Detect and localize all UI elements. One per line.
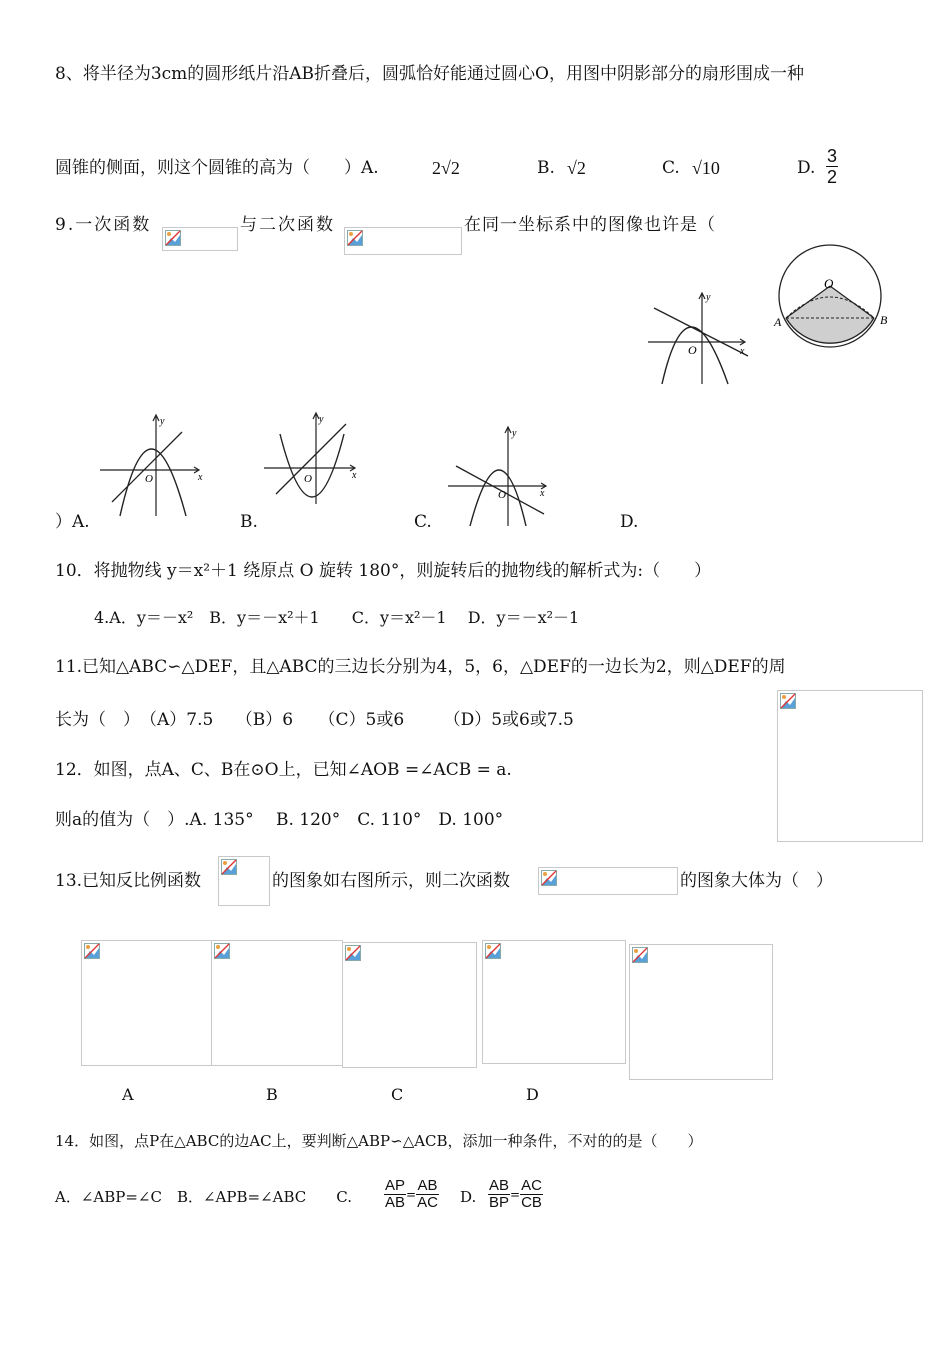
- q12-line1: 12．如图，点A、C、B在⊙O上，已知∠AOB =∠ACB = a.: [55, 760, 512, 780]
- q9-label-c: C.: [414, 512, 432, 532]
- q9-c-x-label: x: [540, 488, 545, 499]
- q9-a-origin-label: O: [145, 473, 153, 485]
- q9-label-b: B.: [240, 512, 258, 532]
- q8-label-a: A: [774, 315, 782, 329]
- q8-circle-figure: [770, 240, 898, 352]
- broken-image-icon: [165, 230, 181, 246]
- broken-image-icon: [541, 870, 557, 886]
- q13-option-a-image: [81, 940, 213, 1066]
- q11-line2: 长为（ ） （A）7.5 （B）6 （C）5或6 （D）5或6或7.5: [55, 710, 574, 730]
- q9-b-origin-label: O: [304, 473, 312, 485]
- broken-image-icon: [780, 693, 796, 709]
- q9-graph-b: [262, 410, 362, 506]
- q13-part2: 的图象如右图所示，则二次函数: [272, 871, 510, 891]
- q9-d-x-label: x: [740, 346, 745, 357]
- broken-image-icon: [347, 230, 363, 246]
- q8-line1: 8、将半径为3cm的圆形纸片沿AB折叠后，圆弧恰好能通过圆心O，用图中阴影部分的扇形围成一种: [55, 64, 804, 84]
- q9-a-y-label: y: [160, 416, 165, 427]
- broken-image-icon: [345, 945, 361, 961]
- q13-label-c: C: [391, 1085, 404, 1104]
- q9-a-x-label: x: [198, 472, 203, 483]
- q14-option-d-label: D.: [460, 1188, 477, 1206]
- q13-inverse-function-image: [218, 856, 270, 906]
- broken-image-icon: [221, 859, 237, 875]
- q14-option-d: $\frac{AB}{BP}$ = $\frac{AC}{CB}$: [489, 1177, 542, 1211]
- q12-figure-image: [777, 690, 923, 842]
- q9-b-x-label: x: [352, 470, 357, 481]
- q13-option-c-image: [342, 942, 477, 1068]
- q8-label-o: O: [824, 276, 834, 291]
- q9-d-origin-label: O: [688, 343, 697, 357]
- q9-c-origin-label: O: [498, 489, 506, 501]
- q13-part3: 的图象大体为（ ）: [680, 871, 833, 891]
- q8-option-d-label: D.: [797, 158, 816, 178]
- q13-label-b: B: [266, 1085, 278, 1104]
- q9-graph-c: [446, 424, 550, 528]
- q9-part2: 与二次函数: [240, 215, 335, 235]
- q10-line1: 10．将抛物线 y＝x²＋1 绕原点 O 旋转 180°，则旋转后的抛物线的解析式为:（ ）: [55, 561, 712, 581]
- q13-part1: 13.已知反比例函数: [55, 871, 202, 891]
- q13-option-d-image: [482, 940, 626, 1064]
- q13-label-d: D: [526, 1085, 539, 1104]
- broken-image-icon: [485, 943, 501, 959]
- q9-graph-d: [648, 290, 754, 386]
- q9-quadratic-function-image: [344, 227, 462, 255]
- q9-b-y-label: y: [319, 414, 324, 425]
- q13-quadratic-image: [538, 867, 678, 895]
- q8-line2: 圆锥的侧面，则这个圆锥的高为（ ）A.: [55, 158, 379, 178]
- q9-part3: 在同一坐标系中的图像也许是（: [464, 215, 716, 235]
- q8-option-a: 2√2: [432, 158, 460, 178]
- q9-graph-a: [98, 412, 210, 518]
- q14-option-c: $\frac{AP}{AB}$ = $\frac{AB}{AC}$: [385, 1177, 438, 1211]
- q8-option-b-label: B.: [537, 158, 555, 178]
- q9-answer-close-a: ）A.: [55, 512, 90, 532]
- q9-label-d: D.: [620, 512, 639, 532]
- q14-options-ab: A．∠ABP=∠C B．∠APB=∠ABC C.: [55, 1188, 352, 1206]
- q9-part1: 9.一次函数: [55, 215, 152, 235]
- q8-option-c: √10: [692, 158, 720, 178]
- broken-image-icon: [214, 943, 230, 959]
- q13-label-a: A: [122, 1085, 134, 1104]
- q10-options: 4.A．y＝－x² B．y＝－x²＋1 C．y＝x²－1 D．y＝－x²－1: [94, 608, 580, 627]
- q13-inverse-graph-image: [629, 944, 773, 1080]
- broken-image-icon: [632, 947, 648, 963]
- q11-line1: 11.已知△ABC∽△DEF，且△ABC的三边长分别为4，5，6，△DEF的一边长为2，则△DEF的周: [55, 657, 786, 677]
- q12-line2: 则a的值为（ ）.A. 135° B. 120° C. 110° D. 100°: [55, 810, 504, 830]
- broken-image-icon: [84, 943, 100, 959]
- q9-d-y-label: y: [706, 292, 711, 303]
- q8-label-b: B: [880, 313, 888, 327]
- q14-line1: 14．如图，点P在△ABC的边AC上，要判断△ABP∽△ACB，添加一种条件，不对的的是（ ）: [55, 1132, 703, 1150]
- q8-option-d-fraction: $\frac{3}{2}$: [827, 146, 838, 187]
- q9-c-y-label: y: [512, 428, 517, 439]
- q13-option-b-image: [211, 940, 343, 1066]
- q9-linear-function-image: [162, 227, 238, 251]
- q8-option-b: √2: [567, 158, 586, 178]
- q8-option-c-label: C.: [662, 158, 680, 178]
